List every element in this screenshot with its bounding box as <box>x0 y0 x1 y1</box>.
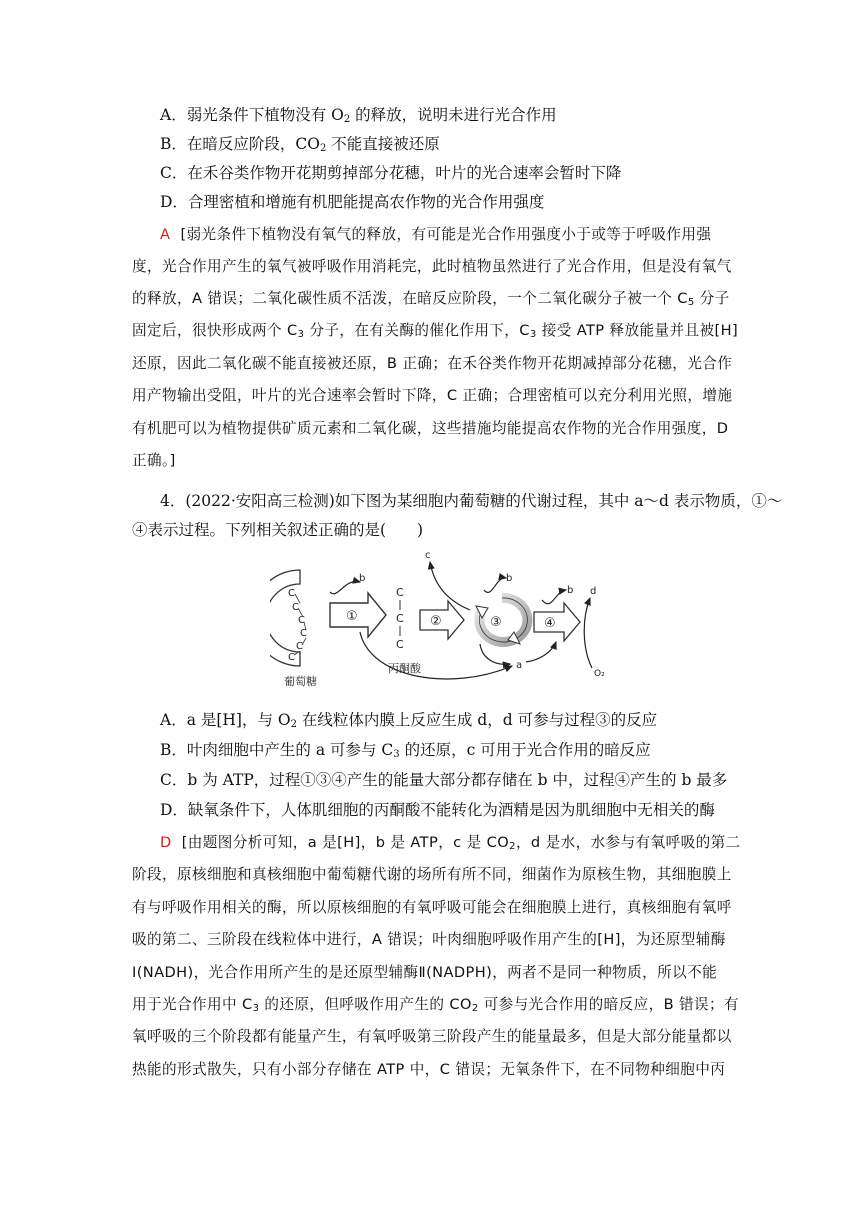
q4-explanation-line: 用于光合作用中 $C_3$ 的还原，但呼吸作用产生的 $CO_2$ 可参与光合作用的暗反应，B 错误；有 <box>132 996 740 1014</box>
q3-option-d: D．合理密植和增施有机肥能提高农作物的光合作用强度 <box>160 193 545 211</box>
carbon-label: C <box>300 628 307 639</box>
q4-explanation-line: 热能的形式散失，只有小部分存储在 ATP 中，C 错误；无氧条件下，在不同物种细胞中丙 <box>132 1061 726 1078</box>
q4-explanation-line: Ⅰ(NADH)，光合作用所产生的是还原型辅酶Ⅱ(NADPH)，两者不是同一种物质，所以不能 <box>132 964 718 981</box>
q3-option-a: A．弱光条件下植物没有 $O_2$ 的释放，说明未进行光合作用 <box>160 106 557 125</box>
carbon-label: C <box>288 652 295 663</box>
glucose-metabolism-diagram <box>270 548 620 698</box>
q3-explanation-line: 正确。] <box>132 452 176 469</box>
step2-arrow <box>420 601 464 639</box>
q4-explanation-line: 阶段，原核细胞和真核细胞中葡萄糖代谢的场所有所不同，细菌作为原核生物，其细胞膜上 <box>132 866 732 883</box>
q3-option-c: C．在禾谷类作物开花期剪掉部分花穗，叶片的光合速率会暂时下降 <box>160 164 622 182</box>
step2-label: ② <box>430 614 442 629</box>
label-o2: O₂ <box>594 669 605 679</box>
q4-explanation-line: 吸的第二、三阶段在线粒体中进行，A 错误；叶肉细胞呼吸作用产生的[H]，为还原型辅酶 <box>132 931 726 948</box>
b-arrow-4 <box>542 590 566 604</box>
q3-explanation-line: 的释放，A 错误；二氧化碳性质不活泼，在暗反应阶段，一个二氧化碳分子被一个 $C_5$ 分子 <box>132 290 730 308</box>
q4-explanation-line: 氧呼吸的三个阶段都有能量产生，有氧呼吸第三阶段产生的能量最多，但是大部分能量都以 <box>132 1028 732 1045</box>
label-c: c <box>425 550 431 561</box>
q3-explanation-line: 还原，因此二氧化碳不能直接被还原，B 正确；在禾谷类作物开花期减掉部分花穗，光合作 <box>132 355 733 372</box>
q4-option-c: C．b 为 ATP，过程①③④产生的能量大部分都存储在 b 中，过程④产生的 b 最多 <box>160 771 728 789</box>
q3-option-b: B．在暗反应阶段，$CO_2$ 不能直接被还原 <box>160 135 440 154</box>
q3-explanation-line: 固定后，很快形成两个 $C_3$ 分子，在有关酶的催化作用下，$C_3$ 接受 ATP 释放能量并且被[H] <box>132 322 739 340</box>
glucose-ring <box>270 570 317 688</box>
q3-explanation-line: A [弱光条件下植物没有氧气的释放，有可能是光合作用强度小于或等于呼吸作用强 <box>160 226 712 243</box>
a-arrow-from-step3 <box>480 644 510 664</box>
step3-cycle <box>476 598 527 644</box>
a-arrow-to-step4 <box>526 642 556 662</box>
carbon-label: C <box>292 602 299 613</box>
b-arrow-3 <box>484 578 506 593</box>
q4-stem-cont: ④表示过程。下列相关叙述正确的是( ) <box>132 521 424 539</box>
step4-arrow <box>534 603 580 641</box>
d-arrow <box>584 598 592 668</box>
label-b: b <box>359 573 366 584</box>
q4-option-a: A．a 是[H]，与 $O_2$ 在线粒体内膜上反应生成 d，d 可参与过程③的反应 <box>160 711 658 730</box>
carbon-label: C <box>296 641 303 652</box>
q4-option-b: B．叶肉细胞中产生的 a 可参与 $C_3$ 的还原，c 可用于光合作用的暗反应 <box>160 741 651 760</box>
q4-answer-letter: D <box>160 834 172 851</box>
carbon-label: C <box>288 588 295 599</box>
pyruvate-chain <box>388 586 422 675</box>
q3-explanation-line: 用产物输出受阻，叶片的光合速率会暂时下降，C 正确；合理密植可以充分利用光照，增施 <box>132 387 733 404</box>
q3-explanation-line: 有机肥可以为植物提供矿质元素和二氧化碳，这些措施均能提高农作物的光合作用强度，D <box>132 420 729 437</box>
glucose-label: 葡萄糖 <box>284 675 317 688</box>
label-d: d <box>590 586 597 597</box>
q4-option-d: D．缺氧条件下，人体肌细胞的丙酮酸不能转化为酒精是因为肌细胞中无相关的酶 <box>160 801 715 819</box>
q4-explanation-line: D [由题图分析可知，a 是[H]，b 是 ATP，c 是 $CO_2$，d 是水，水参与有氧呼吸的第二 <box>160 834 741 852</box>
svg-text:C: C <box>396 638 404 651</box>
svg-text:C: C <box>396 612 404 625</box>
step1-label: ① <box>346 609 358 624</box>
q3-answer-letter: A <box>160 226 171 243</box>
step1-arrow <box>330 593 386 637</box>
q3-explanation-line: 度，光合作用产生的氧气被呼吸作用消耗完，此时植物虽然进行了光合作用，但是没有氧气 <box>132 258 732 275</box>
step4-label: ④ <box>544 616 556 631</box>
label-b: b <box>567 585 574 596</box>
label-b: b <box>506 573 513 584</box>
q4-explanation-line: 有与呼吸作用相关的酶，所以原核细胞的有氧呼吸可能会在细胞膜上进行，真核细胞有氧呼 <box>132 899 732 916</box>
q4-stem: 4．(2022·安阳高三检测)如下图为某细胞内葡萄糖的代谢过程，其中 a～d 表示物质，①～ <box>160 492 783 510</box>
pyruvate-label: 丙酮酸 <box>388 662 421 675</box>
label-a: a <box>516 660 523 671</box>
step3-label: ③ <box>490 615 502 630</box>
svg-text:C: C <box>396 586 404 599</box>
b-arrow-1 <box>330 582 360 594</box>
carbon-label: C <box>298 615 305 626</box>
